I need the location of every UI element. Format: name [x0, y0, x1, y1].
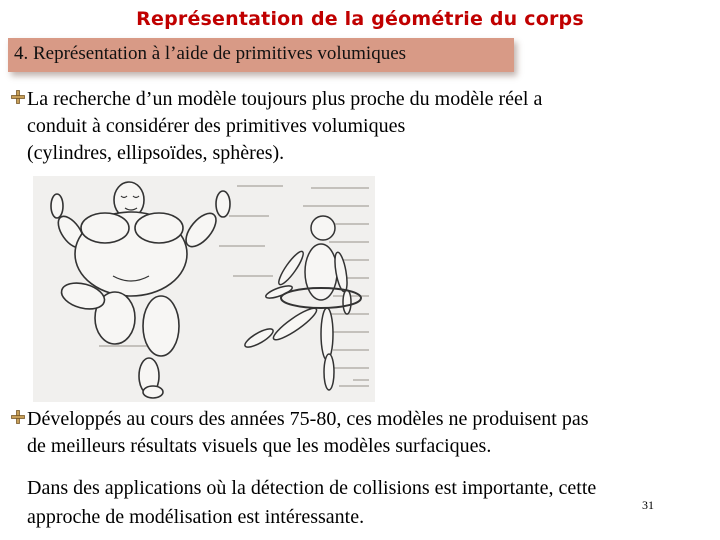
text-line: (cylindres, ellipsoïdes, sphères).: [27, 142, 285, 164]
text-line: Développés au cours des années 75-80, ces modèles ne produisent pas: [27, 408, 589, 430]
cross-bullet-icon: [11, 410, 25, 424]
text-line: La recherche d’un modèle toujours plus proche du modèle réel a: [27, 88, 543, 110]
paragraph-results: [27, 406, 589, 460]
subtitle-text: 4. Représentation à l’aide de primitives volumiques: [14, 43, 407, 64]
page-number: 31: [642, 498, 654, 512]
text-line: de meilleurs résultats visuels que les modèles surfaciques.: [27, 435, 492, 457]
paragraph-collisions: [27, 475, 713, 531]
volumetric-figures-illustration: [33, 176, 375, 402]
text-line: approche de modélisation est intéressante.: [27, 506, 365, 528]
text-line: Dans des applications où la détection de collisions est importante, cette: [27, 477, 597, 499]
cross-bullet-icon: [11, 90, 25, 104]
figures-drawing: [33, 176, 375, 402]
text-line: conduit à considérer des primitives volumiques: [27, 115, 406, 137]
subtitle-banner: [8, 38, 514, 72]
slide-title: Représentation de la géométrie du corps: [136, 8, 584, 30]
paragraph-primitives: [27, 86, 542, 167]
